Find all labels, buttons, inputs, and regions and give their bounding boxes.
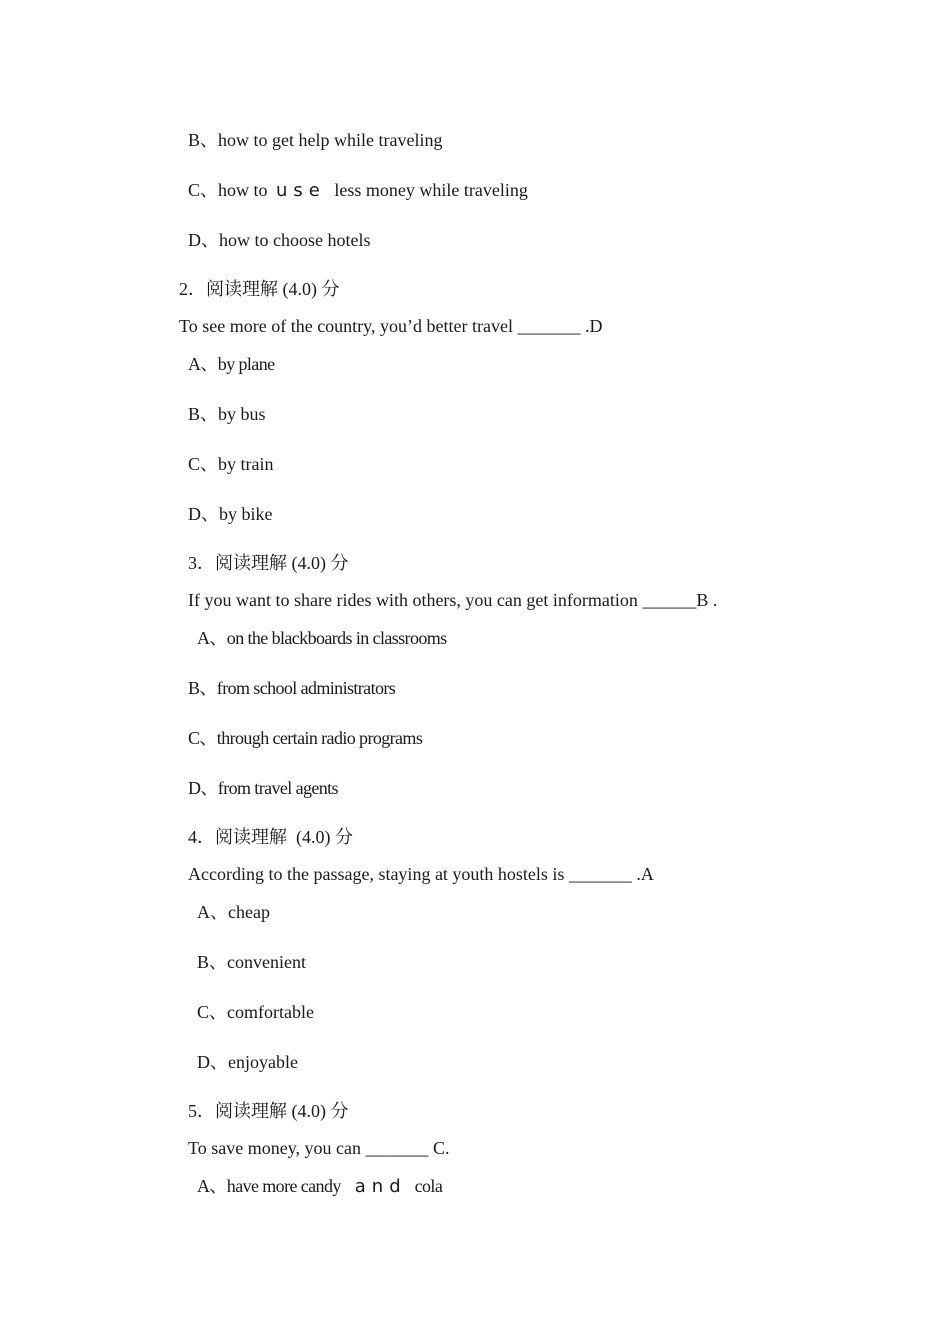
q3-option-b: B、from school administrators [188, 678, 396, 698]
q4-option-d: D、enjoyable [197, 1052, 298, 1072]
question-2-title: 2．阅读理解 (4.0) 分 [179, 279, 340, 299]
q3-option-c: C、through certain radio programs [188, 728, 423, 748]
option-d-q1: D、how to choose hotels [188, 230, 371, 250]
q4-option-c: C、comfortable [197, 1002, 314, 1022]
q2-option-c: C、by train [188, 454, 274, 474]
question-3-title: 3．阅读理解 (4.0) 分 [188, 553, 349, 573]
q3-option-a: A、on the blackboards in classrooms [197, 628, 447, 648]
q2-option-d: D、by bike [188, 504, 273, 524]
q4-option-b: B、convenient [197, 952, 306, 972]
q5-option-a [197, 1175, 442, 1198]
question-5-title: 5．阅读理解 (4.0) 分 [188, 1101, 349, 1121]
question-2-text: To see more of the country, you’d better travel _______ .D [179, 316, 603, 336]
option-c-q1-wide-word: use [276, 180, 326, 201]
q3-option-d: D、from travel agents [188, 778, 338, 798]
option-c-q1 [188, 179, 528, 202]
option-b-q1: B、how to get help while traveling [188, 130, 443, 150]
q2-option-a: A、by plane [188, 354, 275, 374]
option-c-q1-post: less money while traveling [329, 180, 528, 200]
q5-option-a-post: cola [414, 1176, 443, 1196]
question-4-text: According to the passage, staying at youth hostels is _______ .A [188, 864, 654, 884]
q5-option-a-wide-word: and [354, 1176, 407, 1197]
q4-option-a: A、cheap [197, 902, 270, 922]
question-3-text: If you want to share rides with others, you can get information ______B . [188, 590, 718, 610]
q5-option-a-pre: A、have more candy [197, 1176, 341, 1196]
question-4-title: 4．阅读理解 (4.0) 分 [188, 827, 353, 847]
q2-option-b: B、by bus [188, 404, 266, 424]
option-c-q1-pre: C、how to [188, 180, 273, 200]
question-5-text: To save money, you can _______ C. [188, 1138, 450, 1158]
